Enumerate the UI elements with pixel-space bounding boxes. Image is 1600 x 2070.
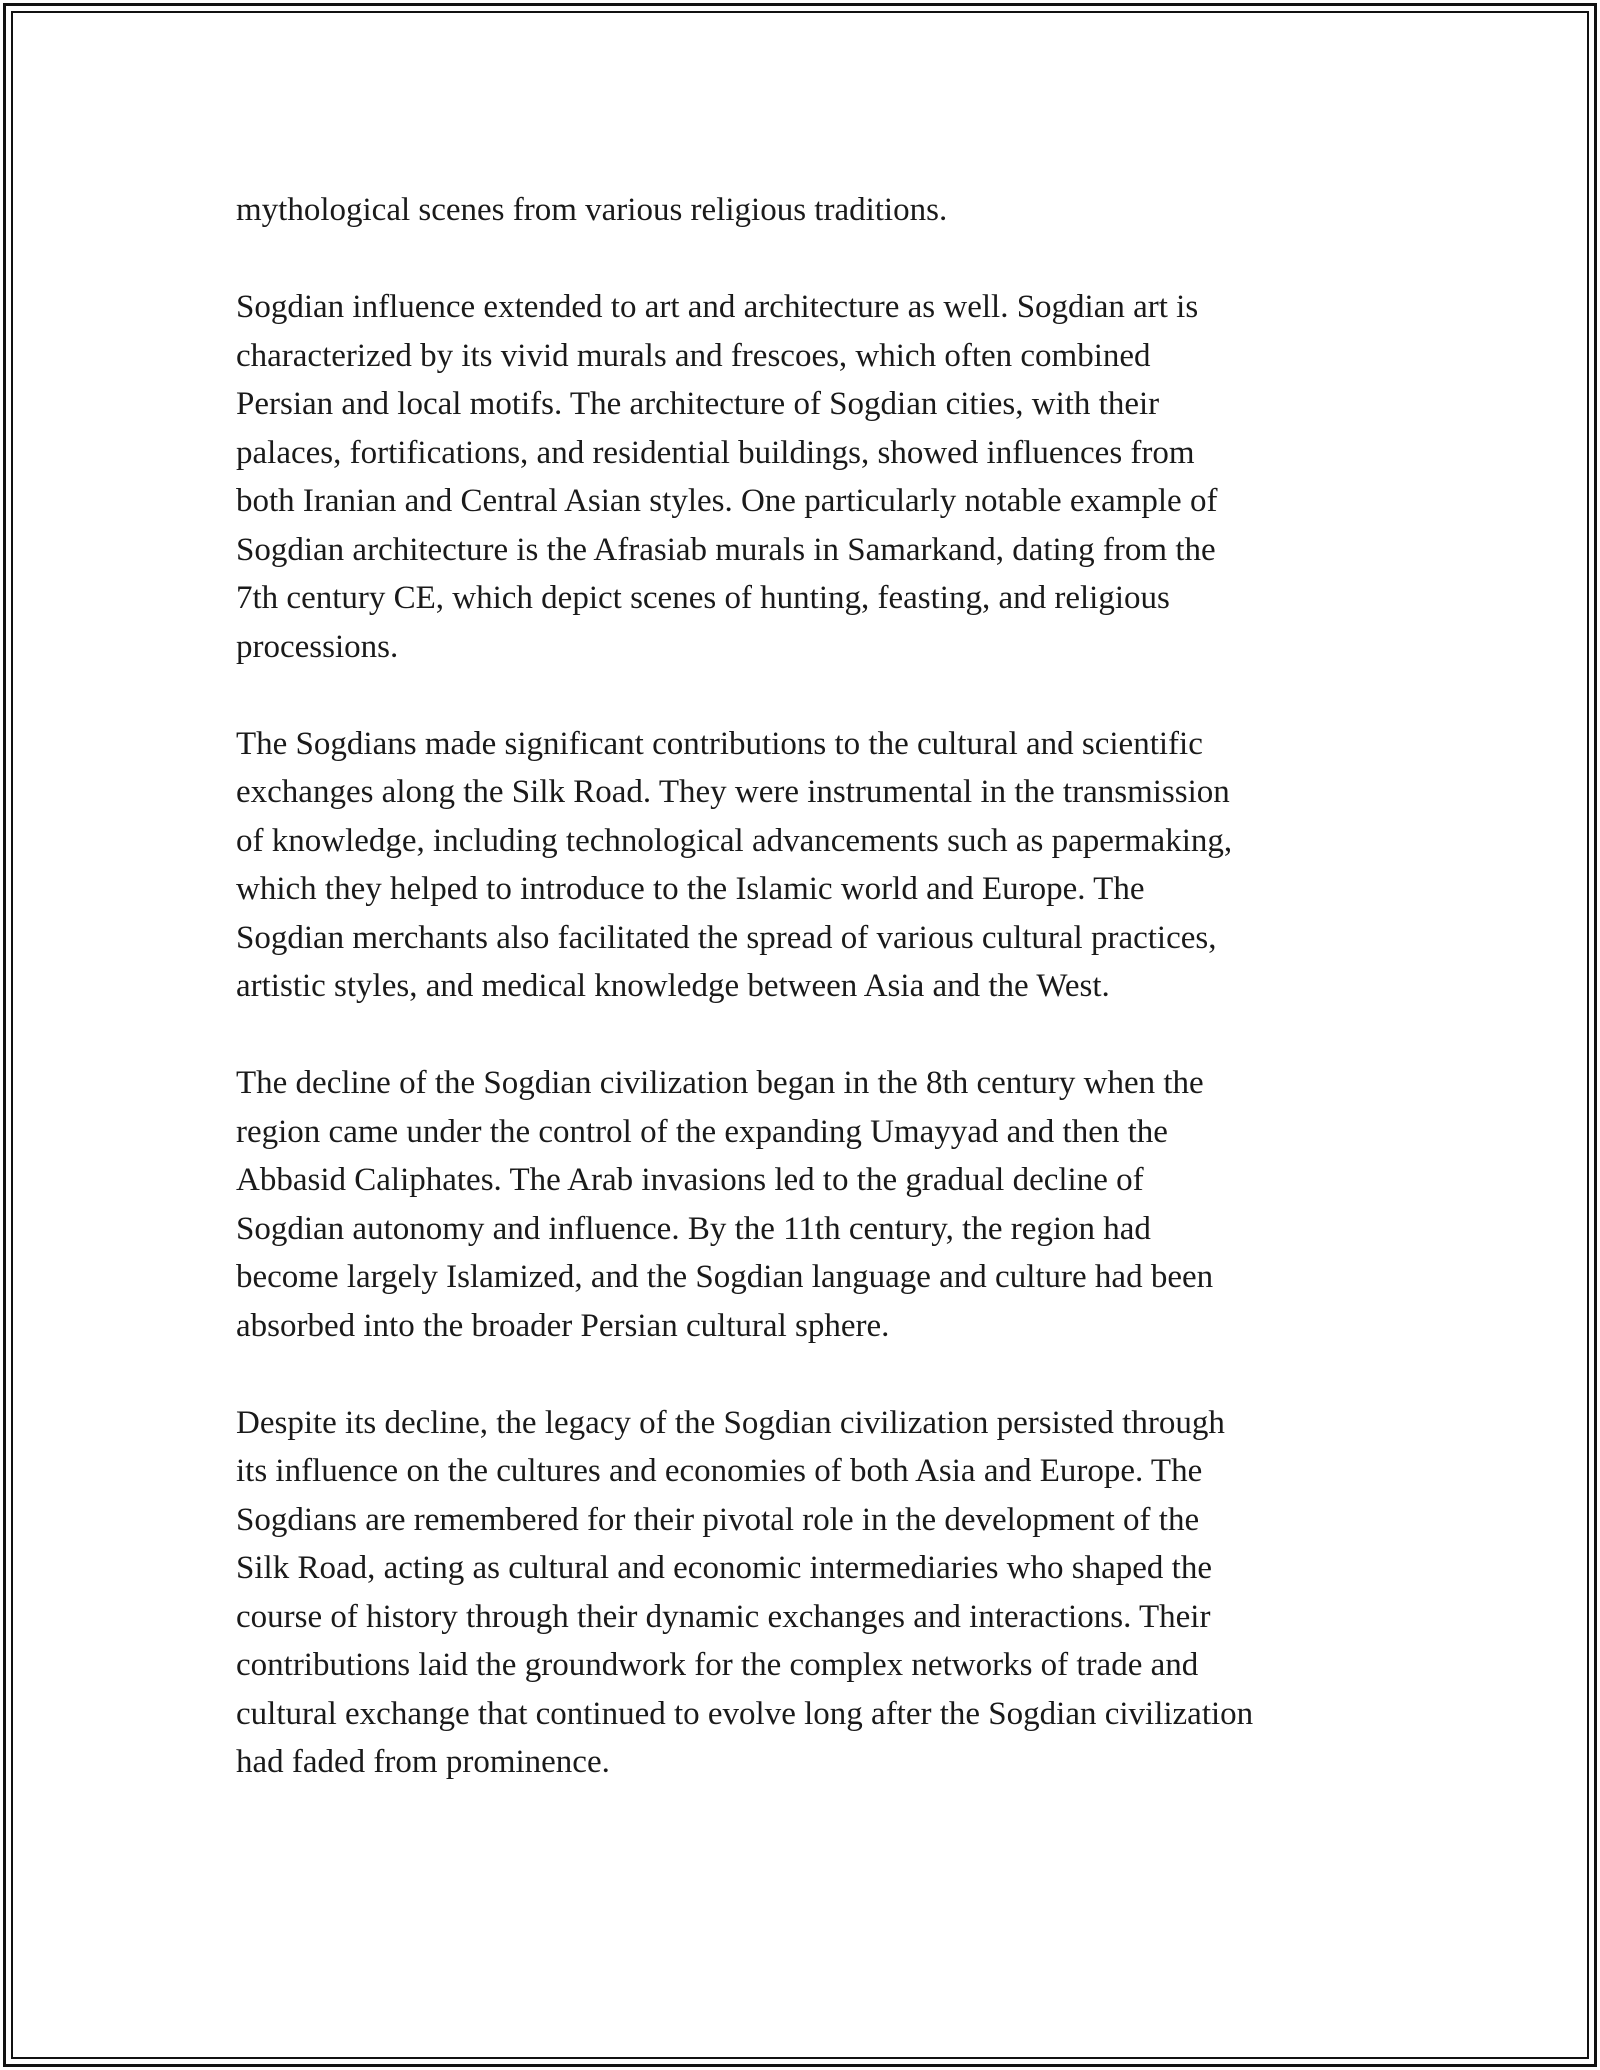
text-line: become largely Islamized, and the Sogdian language and culture had been [236,1259,1214,1295]
text-line: The Sogdians made significant contributions to the cultural and scientific [236,725,1203,762]
text-line: cultural exchange that continued to evolve long after the Sogdian civilization [236,1695,1254,1732]
text-line: of knowledge, including technological advancements such as papermaking, [236,822,1233,859]
text-line: Sogdian autonomy and influence. By the 11th century, the region had [236,1210,1151,1247]
text-line: Sogdians are remembered for their pivotal role in the development of the [236,1501,1200,1538]
text-line: its influence on the cultures and economies of both Asia and Europe. The [236,1453,1203,1489]
text-line: which they helped to introduce to the Islamic world and Europe. The [236,871,1145,907]
text-line: The decline of the Sogdian civilization began in the 8th century when the [236,1065,1204,1101]
text-line: Despite its decline, the legacy of the Sogdian civilization persisted through [236,1404,1225,1441]
text-line: Sogdian merchants also facilitated the spread of various cultural practices, [236,919,1217,956]
paragraph-3 [236,720,1376,1011]
text-line: 7th century CE, which depict scenes of hunting, feasting, and religious [236,580,1170,616]
document-body [236,186,1376,1835]
paragraph-4 [236,1059,1376,1350]
text-line: contributions laid the groundwork for the complex networks of trade and [236,1647,1199,1683]
text-line: absorbed into the broader Persian cultural sphere. [236,1307,890,1344]
text-line: course of history through their dynamic exchanges and interactions. Their [236,1598,1211,1635]
text-line: both Iranian and Central Asian styles. One particularly notable example of [236,483,1218,519]
text-line: had faded from prominence. [236,1744,610,1780]
paragraph-2 [236,283,1376,671]
paragraph-1 [236,186,1376,235]
paragraph-5 [236,1399,1376,1787]
text-line: Abbasid Caliphates. The Arab invasions led to the gradual decline of [236,1162,1144,1198]
text-line: mythological scenes from various religious traditions. [236,192,948,228]
text-line: Sogdian influence extended to art and architecture as well. Sogdian art is [236,289,1199,325]
text-line: processions. [236,628,399,665]
text-line: characterized by its vivid murals and frescoes, which often combined [236,337,1151,374]
text-line: artistic styles, and medical knowledge between Asia and the West. [236,968,1110,1004]
text-line: Silk Road, acting as cultural and economic intermediaries who shaped the [236,1550,1212,1586]
text-line: region came under the control of the expanding Umayyad and then the [236,1113,1168,1150]
text-line: palaces, fortifications, and residential buildings, showed influences from [236,434,1195,471]
text-line: exchanges along the Silk Road. They were instrumental in the transmission [236,774,1230,810]
text-line: Sogdian architecture is the Afrasiab murals in Samarkand, dating from the [236,531,1216,568]
text-line: Persian and local motifs. The architecture of Sogdian cities, with their [236,386,1160,422]
